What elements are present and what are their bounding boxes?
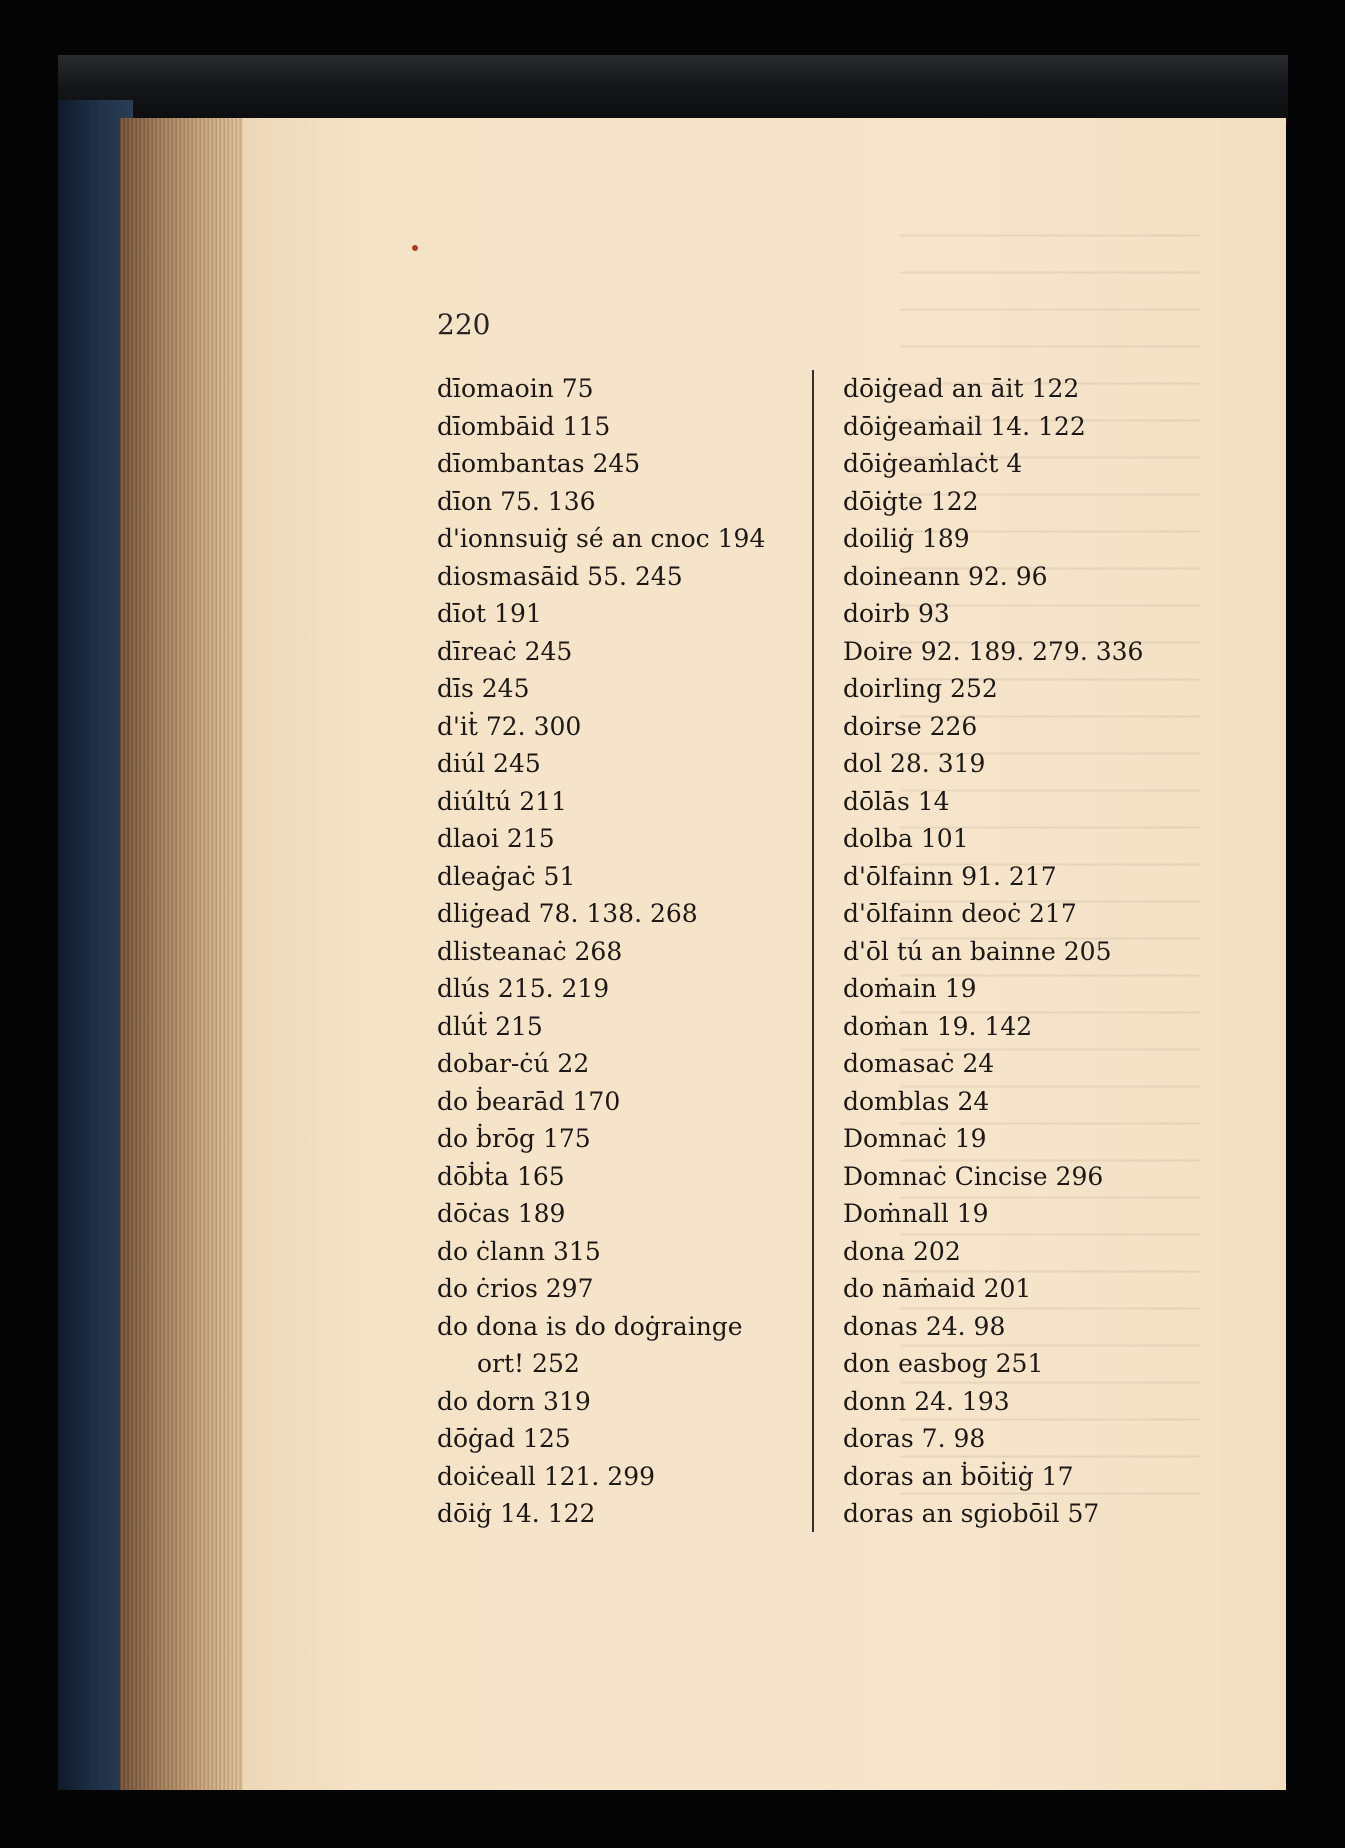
page-edges bbox=[120, 118, 245, 1790]
index-entry: d'ionnsuiġ sé an cnoc 194 bbox=[437, 524, 766, 553]
index-entry: doirb 93 bbox=[843, 599, 950, 628]
index-entry: dīreaċ 245 bbox=[437, 636, 573, 666]
index-entry: d'ōl tú an bainne 205 bbox=[843, 936, 1112, 966]
index-entry-continuation: ort! 252 bbox=[477, 1349, 580, 1378]
index-entry: dīombāid 115 bbox=[437, 411, 611, 441]
index-entry: d'ōlfainn deoċ 217 bbox=[843, 899, 1077, 928]
index-entry: domblas 24 bbox=[843, 1086, 990, 1116]
index-entry: Doṁnall 19 bbox=[843, 1199, 989, 1228]
index-entry: dōiġte 122 bbox=[843, 486, 979, 516]
index-entry: doirling 252 bbox=[843, 674, 998, 703]
index-entry: do dona is do doġrainge bbox=[437, 1311, 743, 1341]
index-entry: dōḃṫa 165 bbox=[437, 1161, 565, 1191]
index-entry: Domnaċ Cincise 296 bbox=[843, 1161, 1104, 1191]
plastic-sleeve bbox=[58, 55, 1288, 125]
index-entry: diúl 245 bbox=[437, 749, 541, 778]
index-entry: diosmasāid 55. 245 bbox=[437, 561, 683, 591]
index-entry: diúltú 211 bbox=[437, 786, 567, 816]
index-entry: doras 7. 98 bbox=[843, 1424, 986, 1453]
index-entry: dīomaoin 75 bbox=[437, 374, 594, 403]
index-column-left bbox=[437, 370, 765, 1533]
index-entry: dīon 75. 136 bbox=[437, 486, 596, 516]
index-entry: dīs 245 bbox=[437, 674, 530, 703]
index-entry: do ċlann 315 bbox=[437, 1236, 601, 1266]
index-entry: domasaċ 24 bbox=[843, 1049, 995, 1078]
index-entry: dīombantas 245 bbox=[437, 449, 641, 478]
index-entry: doirse 226 bbox=[843, 711, 978, 741]
index-entry: do ḃearād 170 bbox=[437, 1086, 621, 1116]
index-entry: donn 24. 193 bbox=[843, 1386, 1010, 1416]
index-column-right bbox=[843, 370, 1143, 1533]
index-entry: dleaġaċ 51 bbox=[437, 861, 576, 891]
index-entry: doiliġ 189 bbox=[843, 524, 970, 553]
index-entry: doṁain 19 bbox=[843, 974, 977, 1003]
index-entry: dōiġeaṁail 14. 122 bbox=[843, 411, 1086, 441]
index-entry: d'iṫ 72. 300 bbox=[437, 711, 582, 741]
index-entry: dlisteanaċ 268 bbox=[437, 936, 623, 966]
index-entry: dōġad 125 bbox=[437, 1424, 571, 1453]
index-entry: dōċas 189 bbox=[437, 1199, 566, 1228]
index-entry: dobar-ċú 22 bbox=[437, 1049, 590, 1078]
index-entry: d'ōlfainn 91. 217 bbox=[843, 861, 1057, 891]
page-number: 220 bbox=[437, 308, 491, 341]
index-entry: doṁan 19. 142 bbox=[843, 1011, 1033, 1041]
index-entry: dlúṫ 215 bbox=[437, 1011, 543, 1041]
index-entry: dolba 101 bbox=[843, 824, 969, 853]
index-entry: dona 202 bbox=[843, 1236, 961, 1266]
index-entry: do ḃrōg 175 bbox=[437, 1124, 591, 1153]
index-entry: do ċrios 297 bbox=[437, 1274, 594, 1303]
index-entry: doras an sgiobōil 57 bbox=[843, 1499, 1100, 1528]
index-entry: dōiġ 14. 122 bbox=[437, 1499, 596, 1528]
index-entry: doineann 92. 96 bbox=[843, 561, 1048, 591]
index-entry: do nāṁaid 201 bbox=[843, 1274, 1032, 1303]
index-entry: dlús 215. 219 bbox=[437, 974, 610, 1003]
index-entry: dōiġeaṁlaċt 4 bbox=[843, 449, 1023, 478]
index-entry: do dorn 319 bbox=[437, 1386, 591, 1416]
index-entry: Doire 92. 189. 279. 336 bbox=[843, 636, 1144, 666]
ink-dot bbox=[412, 245, 418, 251]
column-divider bbox=[812, 370, 814, 1532]
index-entry: don easbog 251 bbox=[843, 1349, 1044, 1378]
index-entry: Domnaċ 19 bbox=[843, 1124, 987, 1153]
index-entry: dlaoi 215 bbox=[437, 824, 555, 853]
index-entry: dōiġead an āit 122 bbox=[843, 374, 1080, 403]
index-entry: donas 24. 98 bbox=[843, 1311, 1006, 1341]
index-entry: doras an ḃōiṫiġ 17 bbox=[843, 1461, 1074, 1491]
index-entry: doiċeall 121. 299 bbox=[437, 1461, 656, 1491]
index-entry: dōlās 14 bbox=[843, 786, 950, 816]
index-entry: dol 28. 319 bbox=[843, 749, 986, 778]
index-entry: dliġead 78. 138. 268 bbox=[437, 899, 698, 928]
index-entry: dīot 191 bbox=[437, 599, 542, 628]
